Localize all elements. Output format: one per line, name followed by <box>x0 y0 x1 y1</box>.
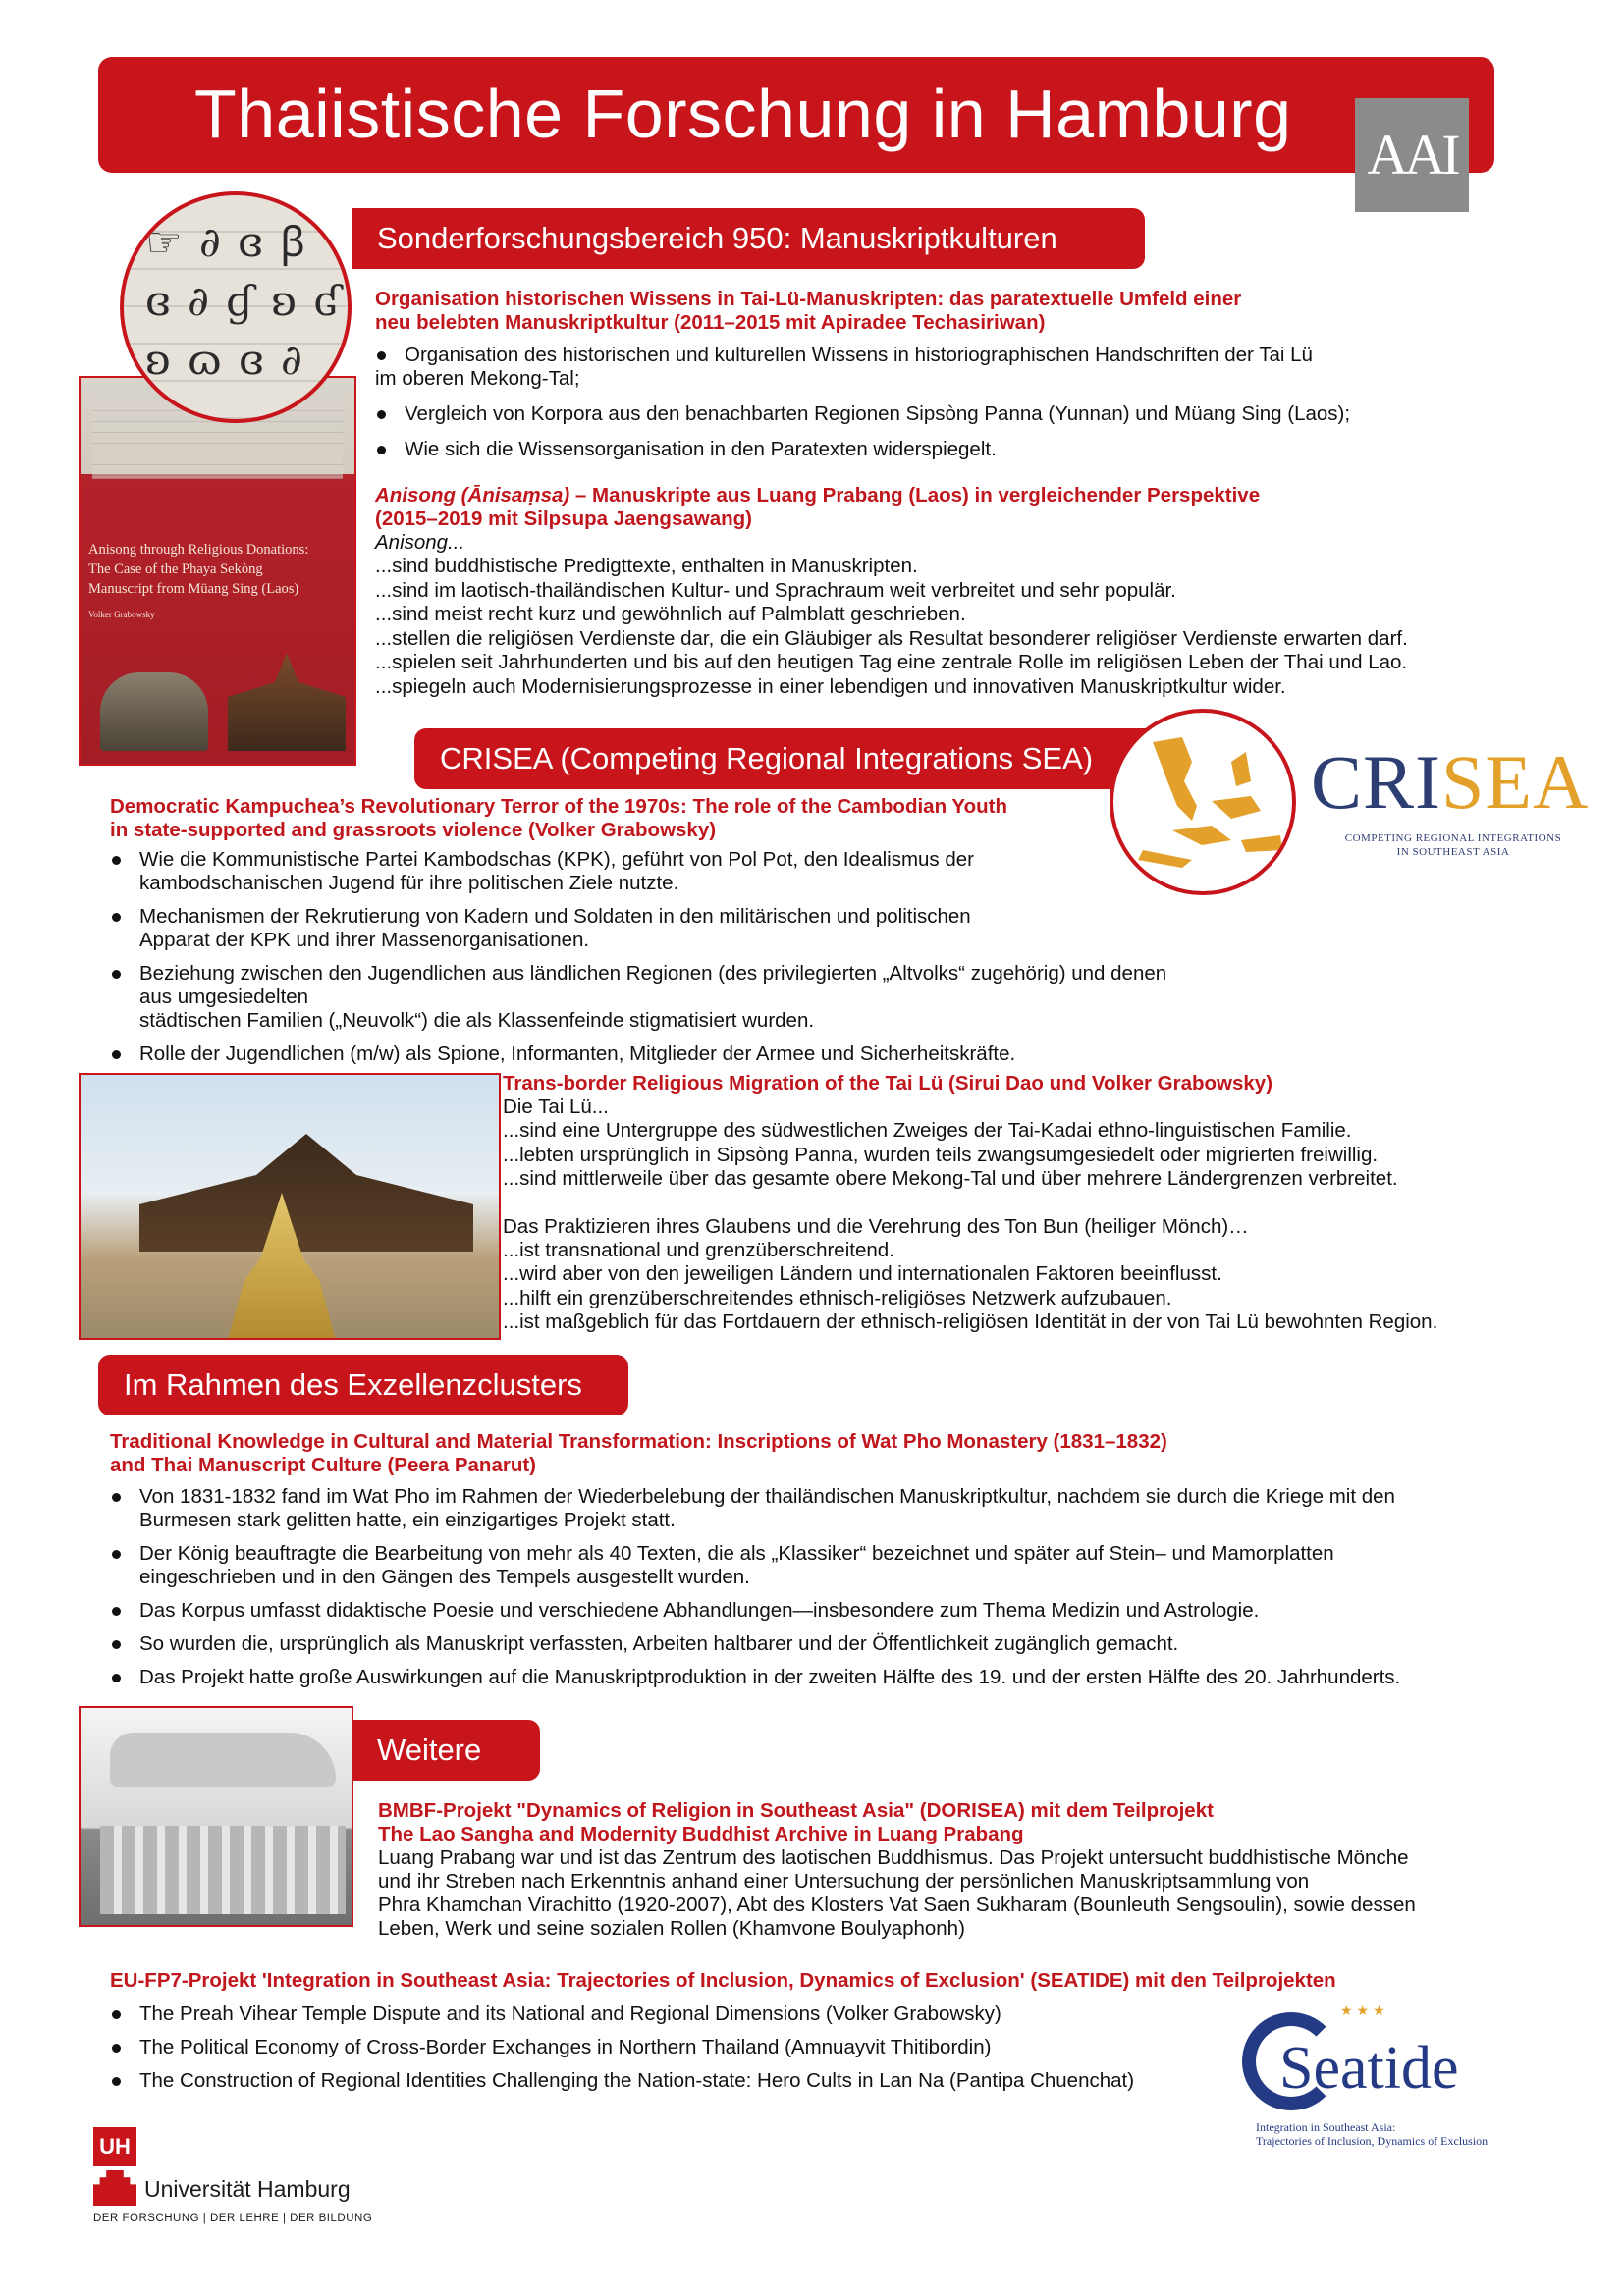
seatide-subtitle-line: Trajectories of Inclusion, Dynamics of Exclusion <box>1256 2134 1489 2148</box>
section-heading-crisea: CRISEA (Competing Regional Integrations SEA) <box>414 728 1161 789</box>
list-item <box>110 1542 1583 1589</box>
uh-mark: UH <box>93 2127 136 2166</box>
temple-illustration <box>228 653 346 751</box>
photo-illustration <box>100 672 208 751</box>
bullet-text-continuation: im oberen Mekong-Tal; <box>375 367 580 390</box>
text-line: ...stellen die religiösen Verdienste dar, die ein Gläubiger als Resultat besonderer religiöser Verdienste erwarten darf. <box>375 626 1408 650</box>
project-title <box>375 484 1573 507</box>
bullet-icon <box>112 970 121 979</box>
text-line: Luang Prabang war und ist das Zentrum des laotischen Buddhismus. Das Projekt untersucht buddhistische Mönche <box>378 1846 1409 1869</box>
text-line: ...sind meist recht kurz und gewöhnlich auf Palmblatt geschrieben. <box>375 603 966 625</box>
intro-text: Die Tai Lü... <box>503 1095 609 1118</box>
section-heading-excellence: Im Rahmen des Exzellenzclusters <box>98 1355 628 1415</box>
bullet-icon <box>112 1674 121 1682</box>
stars-icon: ★★★ <box>1340 2002 1389 2018</box>
project-title: neu belebten Manuskriptkultur (2011–2015 mit Apiradee Techasiriwan) <box>375 311 1046 334</box>
list-item <box>110 962 1190 1033</box>
book-title-line: The Case of the Phaya Sekòng <box>88 561 263 577</box>
bullet-icon <box>112 1640 121 1649</box>
bullet-text: Organisation des historischen und kulturellen Wissens in historiographischen Handschriften der Tai Lü <box>405 344 1313 366</box>
bullet-text: kambodschanischen Jugend für ihre politischen Ziele nutzte. <box>139 872 679 894</box>
bullet-text: The Construction of Regional Identities Challenging the Nation-state: Hero Cults in Lan Na (Pantipa Chuenchat) <box>139 2069 1135 2092</box>
text-line: ...hilft ein grenzüberschreitendes ethnisch-religiöses Netzwerk aufzubauen. <box>503 1286 1172 1309</box>
uhh-logo <box>93 2127 407 2225</box>
anisong-lines <box>375 555 1573 699</box>
list-item <box>375 402 1553 426</box>
book-title-line: Anisong through Religious Donations: <box>88 542 309 558</box>
project-title: Trans-border Religious Migration of the Tai Lü (Sirui Dao und Volker Grabowsky) <box>503 1072 1273 1095</box>
crisea-wordmark-cri: CRI <box>1311 739 1442 825</box>
project-title: Democratic Kampuchea’s Revolutionary Terror of the 1970s: The role of the Cambodian Youth <box>110 795 1007 818</box>
bullet-icon <box>112 1050 121 1059</box>
manuscript-circle-image <box>120 191 352 423</box>
bullet-text: Mechanismen der Rekrutierung von Kadern und Soldaten in den militärischen und politischen <box>139 905 971 928</box>
bullet-text: Von 1831-1832 fand im Wat Pho im Rahmen der Wiederbelebung der thailändischen Manuskriptkultur, nachdem sie durch die Kriege mit den <box>139 1485 1395 1508</box>
bullet-icon <box>112 913 121 922</box>
crisea-wordmark-sea: SEA <box>1441 739 1590 825</box>
bullet-text: Wie sich die Wissensorganisation in den Paratexten widerspiegelt. <box>405 438 997 460</box>
bullet-text: Burmesen stark gelitten hatte, ein einzigartiges Projekt statt. <box>139 1509 676 1531</box>
seatide-wordmark: Seatide <box>1279 2035 1459 2102</box>
project-title: Organisation historischen Wissens in Tai-Lü-Manuskripten: das paratextuelle Umfeld einer <box>375 288 1242 310</box>
excellence-bullet-list <box>110 1485 1583 1689</box>
bullet-icon <box>112 2077 121 2086</box>
dorisea-project <box>378 1799 1492 1941</box>
intro-text: Anisong... <box>375 531 465 554</box>
text-line: ...wird aber von den jeweiligen Ländern und internationalen Faktoren beeinflusst. <box>503 1262 1222 1285</box>
project-title: in state-supported and grassroots violence (Volker Grabowsky) <box>110 819 717 841</box>
section-heading-sfb: Sonderforschungsbereich 950: Manuskriptkulturen <box>352 208 1145 269</box>
text-line: ...spiegeln auch Modernisierungsprozesse in einer lebendigen und innovativen Manuskriptkultur wider. <box>375 674 1286 698</box>
bullet-icon <box>112 2010 121 2019</box>
crisea-subtitle-line: COMPETING REGIONAL INTEGRATIONS <box>1344 832 1562 844</box>
text-line: Leben, Werk und seine sozialen Rollen (Khamvone Boulyaphonh) <box>378 1917 965 1940</box>
seatide-logo <box>1242 2002 1576 2169</box>
tailue-project <box>503 1072 1602 1335</box>
text-line: ...lebten ursprünglich in Sipsòng Panna, wurden teils zwangsumgesiedelt oder migrierten freiwillig. <box>503 1143 1379 1166</box>
bullet-icon <box>112 2044 121 2053</box>
crisea-bullet-list <box>110 848 1190 1066</box>
university-name: Universität Hamburg <box>144 2176 351 2202</box>
monks-row <box>100 1826 346 1914</box>
aai-logo: AAI <box>1355 98 1469 212</box>
bullet-icon <box>112 1607 121 1616</box>
crisea-project <box>110 795 1190 1076</box>
project-title: and Thai Manuscript Culture (Peera Panarut) <box>110 1454 536 1476</box>
intro-text-2: Das Praktizieren ihres Glaubens und die Verehrung des Ton Bun (heiliger Mönch)… <box>503 1214 1249 1238</box>
bullet-text: Der König beauftragte die Bearbeitung von mehr als 40 Texten, die als „Klassiker“ bezeichnet und später auf Stein– und Mamorplatten <box>139 1542 1334 1565</box>
list-item <box>110 905 1190 952</box>
temple-roof <box>139 1134 473 1252</box>
text-line: ...ist maßgeblich für das Fortdauern der ethnisch-religiösen Identität in der von Tai Lü bewohnten Region. <box>503 1310 1438 1333</box>
text-line: Phra Khamchan Virachitto (1920-2007), Abt des Klosters Vat Saen Sukharam (Bounleuth Sengsoulin), sowie dessen <box>378 1894 1416 1916</box>
bullet-icon <box>112 1493 121 1502</box>
project-title: (2015–2019 mit Silpsupa Jaengsawang) <box>375 507 752 530</box>
project-title: BMBF-Projekt "Dynamics of Religion in Southeast Asia" (DORISEA) mit dem Teilprojekt <box>378 1799 1214 1822</box>
text-line: ...sind eine Untergruppe des südwestlichen Zweiges der Tai-Kadai ethno-linguistischen Familie. <box>503 1119 1352 1142</box>
project-title: Traditional Knowledge in Cultural and Material Transformation: Inscriptions of Wat Pho Monastery (1831–1832) <box>110 1430 1167 1453</box>
bullet-icon <box>112 1550 121 1559</box>
header-banner <box>98 57 1494 173</box>
list-item <box>110 1632 1583 1656</box>
project-title: EU-FP7-Projekt 'Integration in Southeast Asia: Trajectories of Inclusion, Dynamics of Exclusion' (SEATIDE) mit den Teilprojekten <box>110 1969 1336 1992</box>
sfb-project-1 <box>375 288 1553 335</box>
airplane-shape <box>110 1733 336 1787</box>
crisea-subtitle <box>1330 831 1576 859</box>
seatide-subtitle-line: Integration in Southeast Asia: <box>1256 2120 1396 2134</box>
text-line: ...sind im laotisch-thailändischen Kultur- und Sprachraum weit verbreitet und sehr populär. <box>375 578 1176 602</box>
bullet-text: Vergleich von Korpora aus den benachbarten Regionen Sipsòng Panna (Yunnan) und Müang Sing (Laos); <box>405 402 1351 425</box>
list-item <box>110 1599 1583 1623</box>
bullet-text: The Political Economy of Cross-Border Exchanges in Northern Thailand (Amnuayvit Thitibordin) <box>139 2036 992 2058</box>
text-line: ...spielen seit Jahrhunderten und bis auf den heutigen Tag eine zentrale Rolle im religiösen Leben der Thai und Lao. <box>375 651 1408 673</box>
text-line: ...sind mittlerweile über das gesamte obere Mekong-Tal und über mehrere Ländergrenzen verbreitet. <box>503 1167 1398 1190</box>
bullet-icon <box>112 856 121 865</box>
project-title: The Lao Sangha and Modernity Buddhist Archive in Luang Prabang <box>378 1823 1024 1845</box>
bullet-text: städtischen Familien („Neuvolk“) die als Klassenfeinde stigmatisiert wurden. <box>139 1009 815 1032</box>
university-tagline: DER FORSCHUNG | DER LEHRE | DER BILDUNG <box>93 2213 373 2224</box>
crisea-subtitle-line: IN SOUTHEAST ASIA <box>1396 846 1510 858</box>
text-line: ...sind buddhistische Predigttexte, enthalten in Manuskripten. <box>375 555 918 577</box>
list-item <box>110 848 1190 895</box>
bullet-text: Beziehung zwischen den Jugendlichen aus ländlichen Regionen (des privilegierten „Altvolks“ zugehörig) und denen aus umgesiedelten <box>139 962 1167 1008</box>
list-item <box>110 1042 1190 1066</box>
bullet-text: The Preah Vihear Temple Dispute and its National and Regional Dimensions (Volker Grabowsky) <box>139 2002 1001 2025</box>
sfb-project-2 <box>375 484 1573 699</box>
temple-photo <box>79 1073 501 1340</box>
project-title-italic: Anisong (Ānisaṃsa) <box>375 484 570 507</box>
crisea-wordmark <box>1311 739 1590 825</box>
bullet-text: Apparat der KPK und ihrer Massenorganisationen. <box>139 929 590 951</box>
text-line: und ihr Streben nach Erkenntnis anhand einer Untersuchung der persönlichen Manuskriptsammlung von <box>378 1870 1310 1893</box>
sfb-project-1-bullets <box>375 344 1553 461</box>
list-item <box>110 1666 1583 1689</box>
book-cover-image <box>79 376 356 766</box>
list-item <box>375 344 1553 367</box>
script-glyphs: ☞ ∂ ɞ ꞵ ɞ ∂ ɠ ʚ ʛ ʚ ɷ ɞ ∂ <box>145 218 344 384</box>
excellence-project <box>110 1430 1583 1699</box>
castle-icon <box>93 2170 136 2206</box>
section-heading-weitere: Weitere <box>352 1720 540 1781</box>
monks-airplane-photo <box>79 1706 353 1927</box>
seatide-subtitle <box>1256 2120 1570 2148</box>
bullet-text: Das Korpus umfasst didaktische Poesie und verschiedene Abhandlungen—insbesondere zum Thema Medizin und Astrologie. <box>139 1599 1260 1622</box>
page-title: Thaiistische Forschung in Hamburg <box>194 76 1292 152</box>
tailue-lines-2 <box>503 1239 1602 1335</box>
project-title-rest: – Manuskripte aus Luang Prabang (Laos) in vergleichender Perspektive <box>569 484 1261 507</box>
bullet-text: eingeschrieben und in den Gängen des Tempels ausgestellt wurden. <box>139 1566 750 1588</box>
bullet-text: So wurden die, ursprünglich als Manuskript verfassten, Arbeiten haltbarer und der Öffentlichkeit zugänglich gemacht. <box>139 1632 1179 1655</box>
list-item <box>375 438 1553 461</box>
book-author: Volker Grabowsky <box>88 610 155 619</box>
text-line: ...ist transnational und grenzüberschreitend. <box>503 1238 894 1261</box>
bullet-text: Das Projekt hatte große Auswirkungen auf die Manuskriptproduktion in der zweiten Hälfte des 19. und der ersten Hälfte des 20. Jahrhunderts. <box>139 1666 1401 1688</box>
tailue-lines <box>503 1119 1602 1192</box>
bullet-text: Wie die Kommunistische Partei Kambodschas (KPK), geführt von Pol Pot, den Idealismus der <box>139 848 975 871</box>
dorisea-text <box>378 1846 1492 1941</box>
list-item <box>110 1485 1583 1532</box>
book-title-line: Manuscript from Müang Sing (Laos) <box>88 581 299 597</box>
bullet-text: Rolle der Jugendlichen (m/w) als Spione, Informanten, Mitglieder der Armee und Sicherheitskräfte. <box>139 1042 1016 1065</box>
